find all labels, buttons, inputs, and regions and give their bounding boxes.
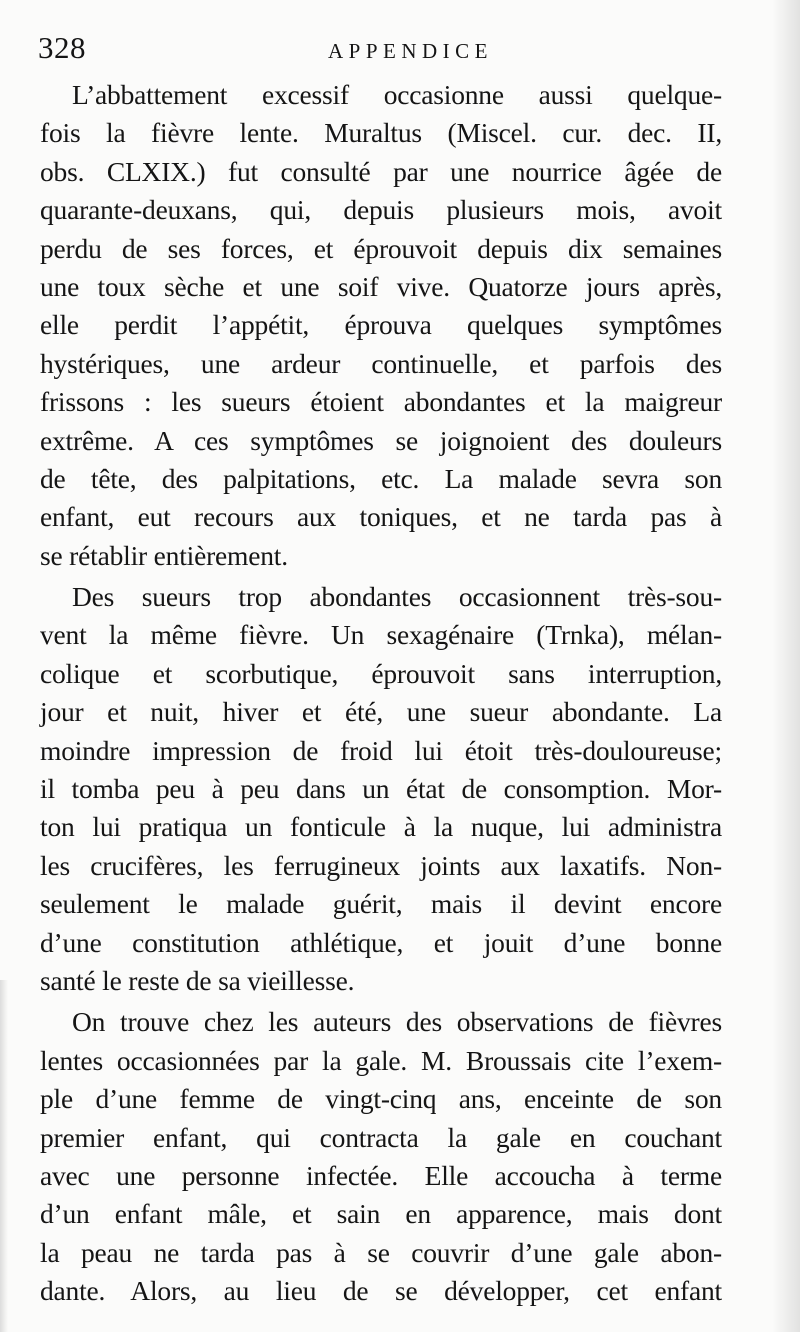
page-edge-shadow [772, 0, 800, 1332]
text-line: d’un enfant mâle, et sain en apparence, mais dont [40, 1198, 722, 1230]
text-line: L’abbattement excessif occasionne aussi quelque- [72, 79, 722, 110]
text-line: de tête, des palpitations, etc. La malade sevra son [40, 462, 722, 494]
text-line: d’une constitution athlétique, et jouit d’une bonne [40, 926, 722, 958]
text-line: perdu de ses forces, et éprouvoit depuis dix semaines [40, 232, 722, 264]
text-line: vent la même fièvre. Un sexagénaire (Trnka), mélan- [40, 619, 722, 651]
text-line: une toux sèche et une soif vive. Quatorze jours après, [40, 270, 722, 302]
page-number: 328 [38, 30, 86, 65]
page-header [38, 28, 770, 72]
text-line: frissons : les sueurs étoient abondantes et la maigreur [40, 386, 722, 418]
text-line: la peau ne tarda pas à se couvrir d’une gale abon- [40, 1236, 722, 1268]
text-line: dante. Alors, au lieu de se développer, cet enfant [40, 1275, 722, 1307]
text-line: avec une personne infectée. Elle accoucha à terme [40, 1159, 722, 1191]
text-line: quarante-deuxans, qui, depuis plusieurs mois, avoit [40, 194, 722, 226]
text-line: hystériques, une ardeur continuelle, et parfois des [40, 347, 722, 379]
text-line: obs. CLXIX.) fut consulté par une nourrice âgée de [40, 155, 722, 187]
running-head: APPENDICE [328, 39, 494, 63]
text-line: colique et scorbutique, éprouvoit sans interruption, [40, 657, 722, 689]
text-line: se rétablir entièrement. [40, 539, 288, 571]
text-line: seulement le malade guérit, mais il devint encore [40, 888, 722, 920]
text-line: ple d’une femme de vingt-cinq ans, enceinte de son [40, 1083, 722, 1115]
text-line: moindre impression de froid lui étoit très-douloureuse; [40, 734, 722, 766]
text-line: premier enfant, qui contracta la gale en couchant [40, 1121, 722, 1153]
text-line: ton lui pratiqua un fonticule à la nuque, lui administra [40, 811, 722, 843]
text-line: fois la fièvre lente. Muraltus (Miscel. cur. dec. II, [40, 117, 722, 149]
page-body [40, 76, 722, 1311]
binding-shadow [0, 980, 8, 1332]
text-line: jour et nuit, hiver et été, une sueur abondante. La [40, 696, 722, 728]
text-line: Des sueurs trop abondantes occasionnent très-sou- [72, 581, 722, 613]
paragraph [40, 578, 722, 1000]
text-line: santé le reste de sa vieillesse. [40, 964, 355, 996]
text-line: extrême. A ces symptômes se joignoient des douleurs [40, 424, 722, 456]
text-line: lentes occasionnées par la gale. M. Broussais cite l’exem- [40, 1044, 722, 1076]
paragraph [40, 1003, 722, 1310]
text-line: enfant, eut recours aux toniques, et ne tarda pas à [40, 501, 722, 533]
text-line: il tomba peu à peu dans un état de consomption. Mor- [40, 773, 722, 805]
text-line: elle perdit l’appétit, éprouva quelques symptômes [40, 309, 722, 341]
paragraph [40, 76, 722, 575]
text-line: les crucifères, les ferrugineux joints aux laxatifs. Non- [40, 849, 722, 881]
text-line: On trouve chez les auteurs des observations de fièvres [72, 1006, 722, 1038]
